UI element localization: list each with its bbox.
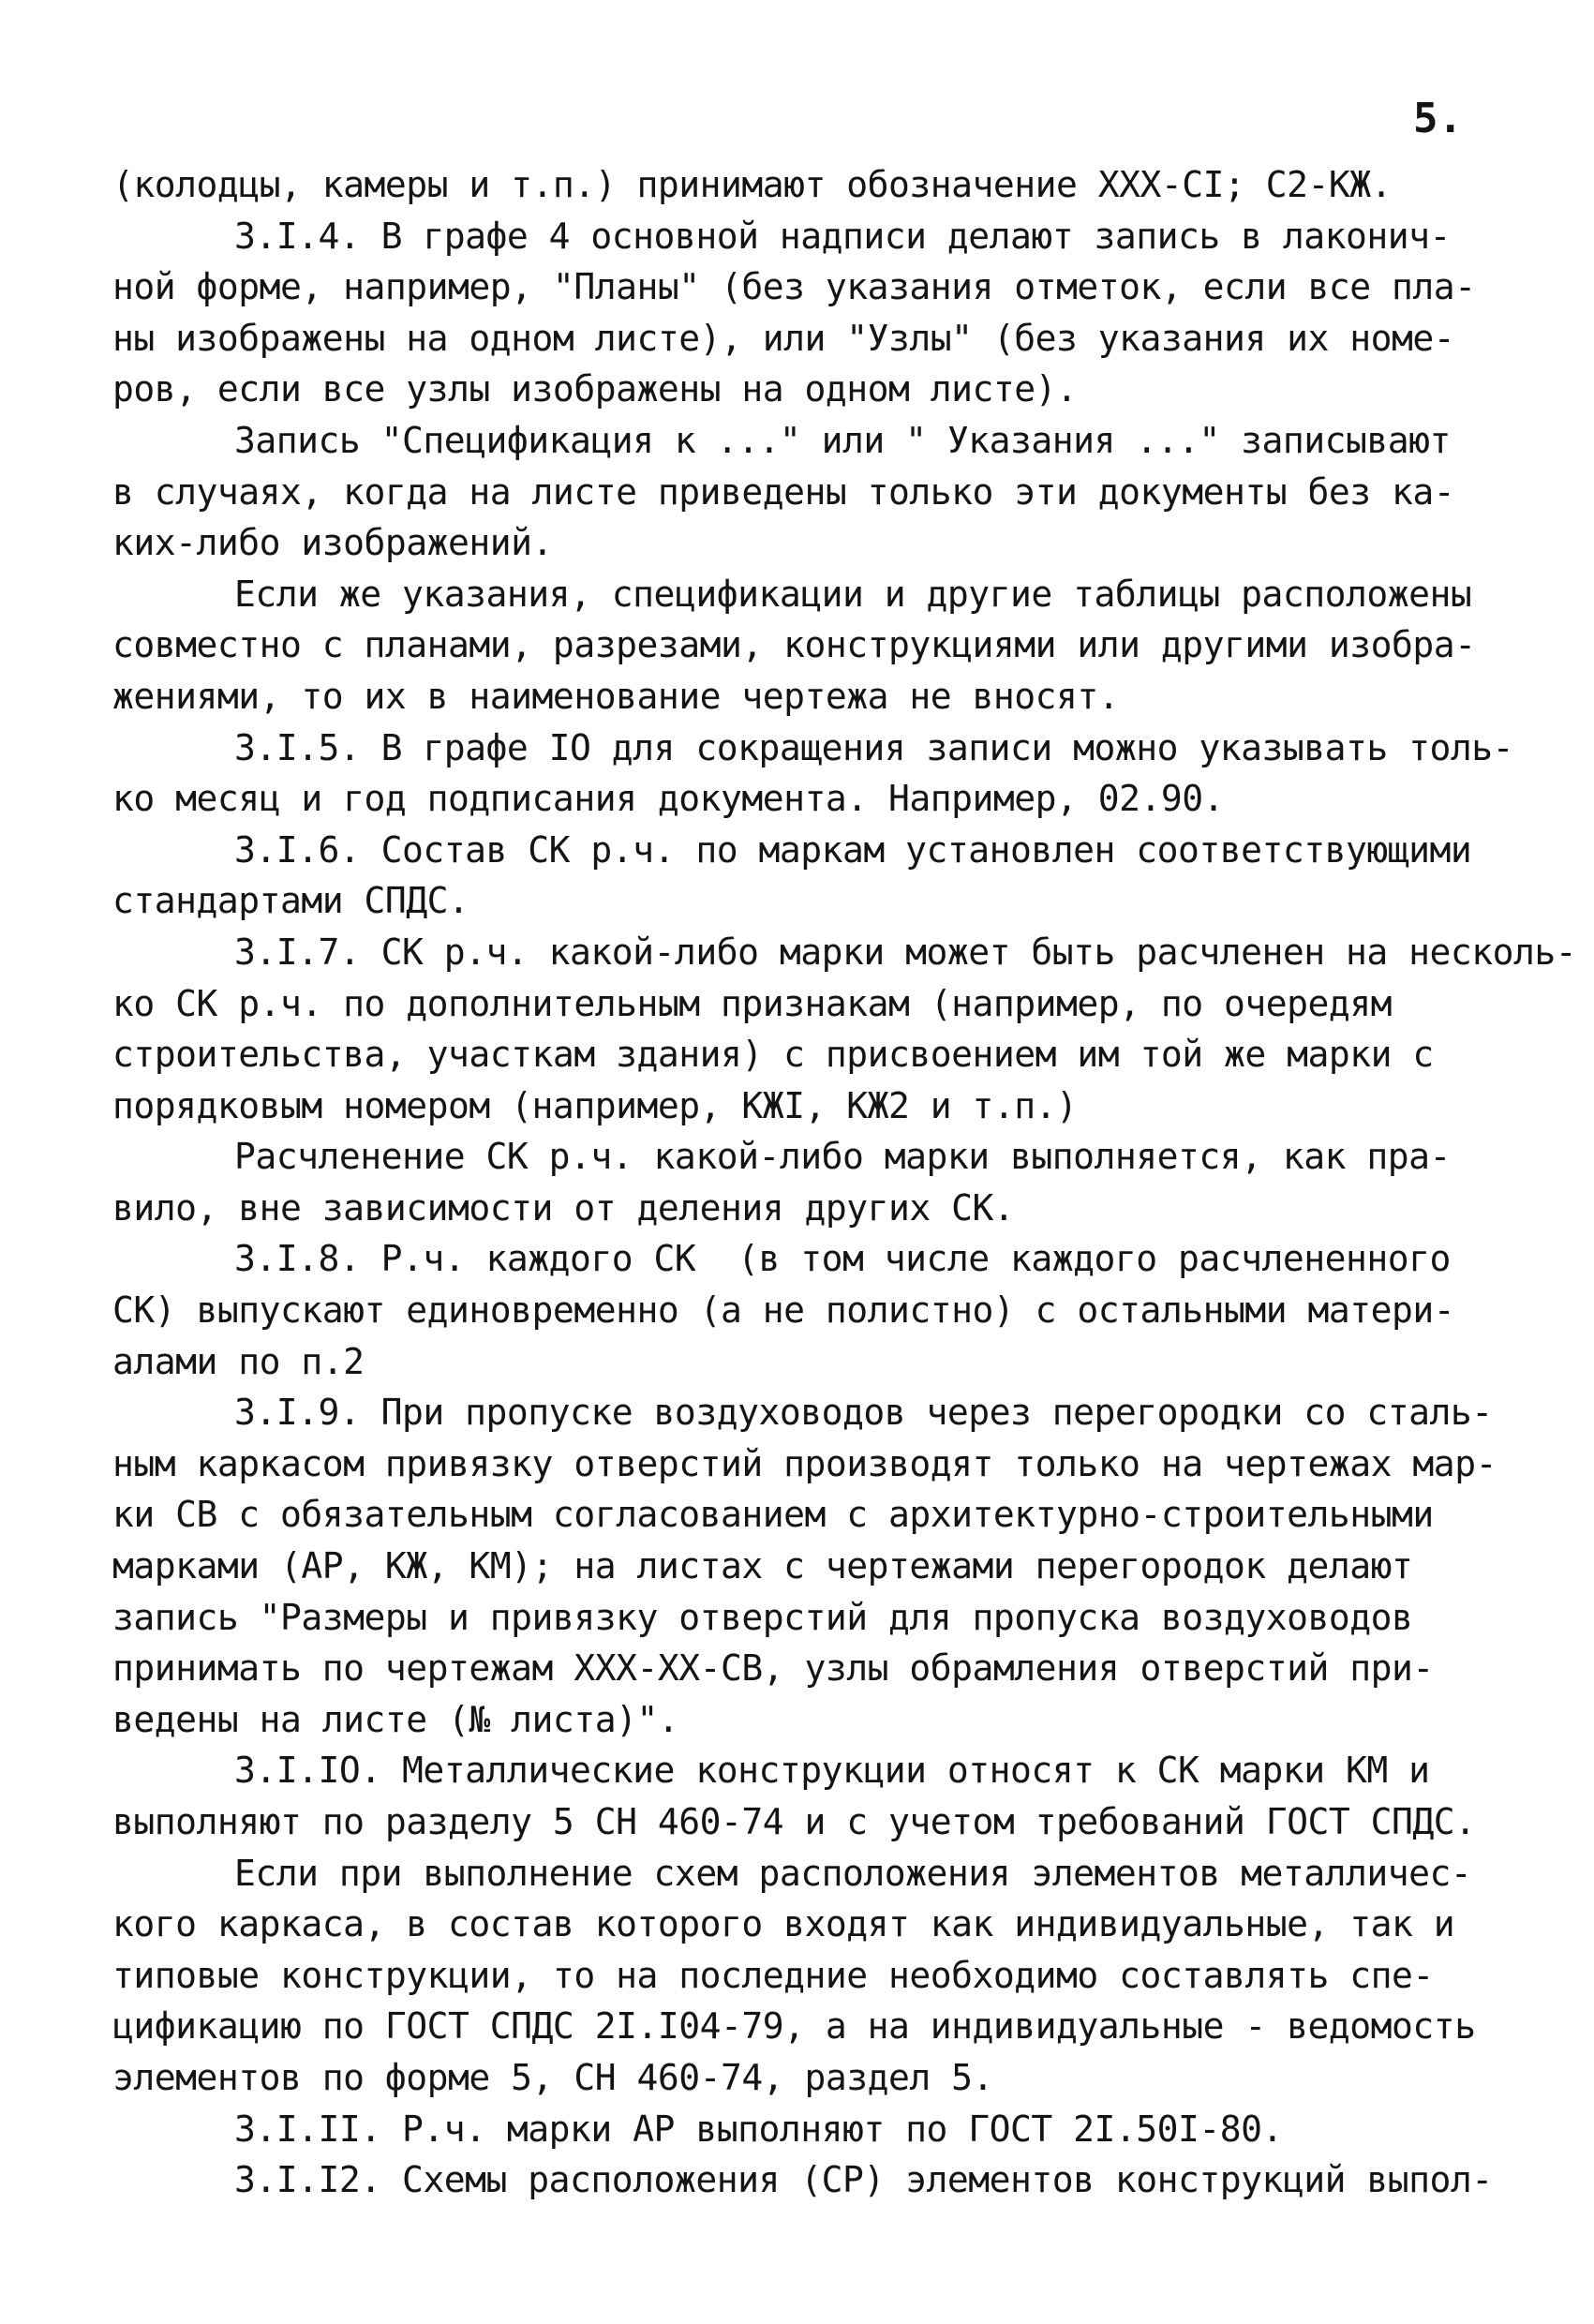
text-line: Расчленение СК р.ч. какой-либо марки выполняется, как пра- xyxy=(234,1136,1451,1178)
body-text xyxy=(112,159,1577,2206)
text-line: принимать по чертежам XXX-XX-CB, узлы обрамления отверстий при- xyxy=(112,1647,1434,1690)
text-line: Если же указания, спецификации и другие таблицы расположены xyxy=(234,573,1472,615)
text-line: ной форме, например, "Планы" (без указания отметок, если все пла- xyxy=(112,266,1476,308)
text-line: ки СВ с обязательным согласованием с архитектурно-строительными xyxy=(112,1494,1434,1536)
text-line: порядковым номером (например, КЖI, КЖ2 и т.п.) xyxy=(112,1084,1078,1126)
text-line: Запись "Спецификация к ..." или " Указания ..." записывают xyxy=(234,419,1451,461)
text-line: ко СК р.ч. по дополнительным признакам (например, по очередям xyxy=(112,982,1393,1024)
text-line: стандартами СПДС. xyxy=(112,880,469,922)
text-line: 3.I.II. Р.ч. марки АР выполняют по ГОСТ 2I.50I-80. xyxy=(234,2108,1283,2150)
text-line: в случаях, когда на листе приведены только эти документы без ка- xyxy=(112,470,1455,513)
text-line: 3.I.6. Состав СК р.ч. по маркам установлен соответствующими xyxy=(234,828,1472,871)
text-line: 3.I.7. СК р.ч. какой-либо марки может быть расчленен на несколь- xyxy=(234,931,1577,973)
text-line: (колодцы, камеры и т.п.) принимают обозначение XXX-CI; C2-KЖ. xyxy=(112,164,1393,205)
text-line: вило, вне зависимости от деления других СК. xyxy=(112,1186,1015,1229)
text-line: типовые конструкции, то на последние необходимо составлять спе- xyxy=(112,1954,1434,1996)
text-line: 3.I.8. Р.ч. каждого СК (в том числе каждого расчлененного xyxy=(234,1238,1451,1280)
text-line: ко месяц и год подписания документа. Например, 02.90. xyxy=(112,778,1225,820)
text-line: ны изображены на одном листе), или "Узлы" (без указания их номе- xyxy=(112,317,1455,359)
text-line: ным каркасом привязку отверстий производят только на чертежах мар- xyxy=(112,1442,1497,1484)
text-line: 3.I.4. В графе 4 основной надписи делают запись в лаконич- xyxy=(234,215,1451,257)
text-line: запись "Размеры и привязку отверстий для пропуска воздуховодов xyxy=(112,1596,1413,1638)
text-line: СК) выпускают единовременно (а не полистно) с остальными матери- xyxy=(112,1289,1455,1332)
text-line: выполняют по разделу 5 СН 460-74 и с учетом требований ГОСТ СПДС. xyxy=(112,1801,1476,1842)
text-line: 3.I.I2. Схемы расположения (СР) элементов конструкций выпол- xyxy=(234,2159,1493,2201)
text-line: жениями, то их в наименование чертежа не вносят. xyxy=(112,675,1120,717)
text-line: 3.I.IO. Металлические конструкции относят к СК марки КМ и xyxy=(234,1750,1430,1792)
page-number: 5. xyxy=(1413,95,1463,142)
text-line: ров, если все узлы изображены на одном листе). xyxy=(112,368,1078,410)
text-line: марками (АР, КЖ, КМ); на листах с чертежами перегородок делают xyxy=(112,1545,1413,1587)
text-line: строительства, участкам здания) с присвоением им той же марки с xyxy=(112,1034,1434,1076)
text-line: ких-либо изображений. xyxy=(112,522,553,564)
text-line: Если при выполнение схем расположения элементов металличес- xyxy=(234,1852,1472,1894)
text-line: цификацию по ГОСТ СПДС 2I.I04-79, а на индивидуальные - ведомость xyxy=(112,2005,1476,2048)
text-line: 3.I.9. При пропуске воздуховодов через перегородки со сталь- xyxy=(234,1392,1493,1434)
text-line: совместно с планами, разрезами, конструкциями или другими изобра- xyxy=(112,624,1476,666)
text-line: 3.I.5. В графе IO для сокращения записи можно указывать толь- xyxy=(234,726,1514,768)
text-line: кого каркаса, в состав которого входят как индивидуальные, так и xyxy=(112,1903,1455,1945)
text-line: элементов по форме 5, СН 460-74, раздел 5. xyxy=(112,2056,993,2098)
text-line: ведены на листе (№ листа)". xyxy=(112,1698,679,1740)
text-line: алами по п.2 xyxy=(112,1340,365,1382)
